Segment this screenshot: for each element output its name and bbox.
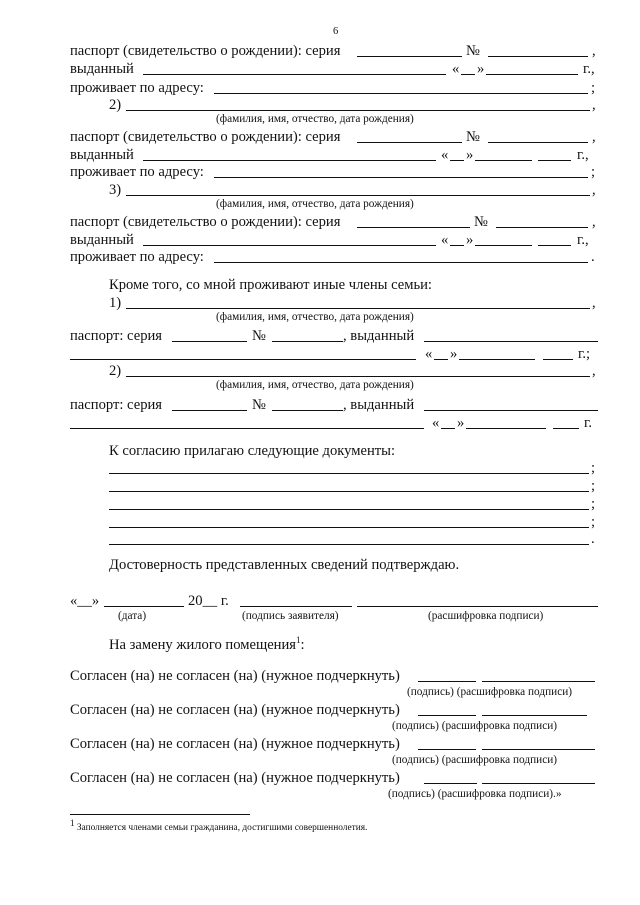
semicolon: ; <box>591 80 596 96</box>
issue-day-field[interactable] <box>434 345 448 360</box>
document-line[interactable] <box>109 513 589 528</box>
passport-number-field[interactable] <box>496 213 588 228</box>
issued-by-field[interactable] <box>143 146 436 161</box>
issued-label: выданный <box>70 147 134 163</box>
date-open-quote: « <box>452 61 460 77</box>
member-number: 3) <box>109 182 122 198</box>
replacement-heading <box>109 637 305 653</box>
issue-year-field[interactable] <box>538 231 571 246</box>
other-members-heading: Кроме того, со мной проживают иные члены семьи: <box>109 277 432 293</box>
consent-text: Согласен (на) не согласен (на) (нужное подчеркнуть) <box>70 770 400 786</box>
document-line[interactable] <box>109 530 589 545</box>
consent-signature-field[interactable] <box>418 735 476 750</box>
date-open-quote: « <box>441 232 449 248</box>
issue-month-field[interactable] <box>459 345 535 360</box>
member-fio-field[interactable] <box>126 96 590 111</box>
fio-hint: (фамилия, имя, отчество, дата рождения) <box>216 113 414 125</box>
member-fio-field[interactable] <box>126 362 590 377</box>
comma: , <box>592 295 596 311</box>
issued-by-field-cont[interactable] <box>70 414 424 429</box>
passport-series-label: паспорт (свидетельство о рождении): серия <box>70 129 341 145</box>
consent-text: Согласен (на) не согласен (на) (нужное подчеркнуть) <box>70 702 400 718</box>
applicant-signature-field[interactable] <box>240 592 352 607</box>
passport-series-short-label: паспорт: серия <box>70 328 163 344</box>
consent-signature-field[interactable] <box>424 769 477 784</box>
number-sign: № <box>252 328 266 344</box>
date-close-quote: » <box>450 346 458 362</box>
year-label: г., <box>583 61 595 77</box>
passport-series-label: паспорт (свидетельство о рождении): серия <box>70 43 341 59</box>
issue-year-field[interactable] <box>543 345 573 360</box>
date-open-quote: « <box>425 346 433 362</box>
comma: , <box>592 97 596 113</box>
page-number: 6 <box>333 26 339 37</box>
consent-hint: (подпись) (расшифровка подписи).» <box>388 788 562 800</box>
issue-month-field[interactable] <box>475 146 532 161</box>
passport-number-field[interactable] <box>488 128 588 143</box>
issue-month-field[interactable] <box>486 60 578 75</box>
passport-series-field[interactable] <box>357 128 462 143</box>
fio-hint: (фамилия, имя, отчество, дата рождения) <box>216 379 414 391</box>
signature-date-prefix: «__» <box>70 593 100 609</box>
issue-year-field[interactable] <box>538 146 571 161</box>
issued-label: выданный <box>70 61 134 77</box>
signature-date-field[interactable] <box>104 592 184 607</box>
confirmation-text: Достоверность представленных сведений подтверждаю. <box>109 557 460 573</box>
consent-hint: (подпись) (расшифровка подписи) <box>407 686 573 698</box>
issued-by-field-cont[interactable] <box>70 345 416 360</box>
issued-label: , выданный <box>343 328 415 344</box>
issued-by-field[interactable] <box>424 396 598 411</box>
address-label: проживает по адресу: <box>70 80 204 96</box>
issued-label: , выданный <box>343 397 415 413</box>
comma: , <box>592 214 596 230</box>
signature-decode-field[interactable] <box>357 592 598 607</box>
date-close-quote: » <box>477 61 485 77</box>
consent-hint: (подпись) (расшифровка подписи) <box>392 754 558 766</box>
semicolon: ; <box>591 164 596 180</box>
issued-by-field[interactable] <box>424 327 598 342</box>
issue-day-field[interactable] <box>450 231 464 246</box>
document-line[interactable] <box>109 459 589 474</box>
footnote-separator <box>70 814 250 815</box>
fio-hint: (фамилия, имя, отчество, дата рождения) <box>216 198 414 210</box>
date-open-quote: « <box>441 147 449 163</box>
date-open-quote: « <box>432 415 440 431</box>
issued-by-field[interactable] <box>143 231 436 246</box>
passport-number-field[interactable] <box>272 327 343 342</box>
number-sign: № <box>466 129 480 145</box>
year-label: г. <box>584 415 592 431</box>
semicolon: ; <box>591 478 596 494</box>
consent-decode-field[interactable] <box>482 701 587 716</box>
passport-number-field[interactable] <box>488 42 588 57</box>
year-label: г., <box>577 147 589 163</box>
issued-label: выданный <box>70 232 134 248</box>
consent-text: Согласен (на) не согласен (на) (нужное подчеркнуть) <box>70 736 400 752</box>
year-label: г., <box>577 232 589 248</box>
applicant-signature-hint: (подпись заявителя) <box>242 610 339 622</box>
period: . <box>591 531 595 547</box>
issue-month-field[interactable] <box>466 414 546 429</box>
replacement-heading-text: На замену жилого помещения <box>109 637 297 653</box>
consent-decode-field[interactable] <box>482 769 595 784</box>
number-sign: № <box>252 397 266 413</box>
period: . <box>591 249 595 265</box>
address-field[interactable] <box>214 79 588 94</box>
issue-day-field[interactable] <box>461 60 475 75</box>
consent-decode-field[interactable] <box>482 735 595 750</box>
issue-day-field[interactable] <box>450 146 464 161</box>
passport-series-label: паспорт (свидетельство о рождении): серия <box>70 214 341 230</box>
fio-hint: (фамилия, имя, отчество, дата рождения) <box>216 311 414 323</box>
consent-hint: (подпись) (расшифровка подписи) <box>392 720 558 732</box>
consent-signature-field[interactable] <box>418 701 476 716</box>
year-label: г.; <box>578 346 591 362</box>
issue-month-field[interactable] <box>475 231 532 246</box>
passport-series-short-label: паспорт: серия <box>70 397 163 413</box>
passport-series-field[interactable] <box>357 42 462 57</box>
semicolon: ; <box>591 514 596 530</box>
document-line[interactable] <box>109 495 589 510</box>
document-line[interactable] <box>109 477 589 492</box>
address-label: проживает по адресу: <box>70 164 204 180</box>
issue-year-field[interactable] <box>553 414 579 429</box>
member-number: 2) <box>109 97 122 113</box>
footnote <box>70 818 368 834</box>
passport-number-field[interactable] <box>272 396 343 411</box>
date-hint: (дата) <box>118 610 147 622</box>
address-field[interactable] <box>214 163 588 178</box>
consent-signature-field[interactable] <box>418 667 476 682</box>
documents-heading: К согласию прилагаю следующие документы: <box>109 443 396 459</box>
comma: , <box>592 363 596 379</box>
passport-series-field[interactable] <box>357 213 470 228</box>
consent-text: Согласен (на) не согласен (на) (нужное подчеркнуть) <box>70 668 400 684</box>
issued-by-field[interactable] <box>143 60 446 75</box>
address-label: проживает по адресу: <box>70 249 204 265</box>
signature-decode-hint: (расшифровка подписи) <box>428 610 544 622</box>
footnote-mark: 1 <box>70 818 75 828</box>
footnote-text: Заполняется членами семьи гражданина, достигшими совершеннолетия. <box>76 823 368 834</box>
signature-year-label: 20__ г. <box>188 593 229 609</box>
number-sign: № <box>474 214 488 230</box>
member-fio-field[interactable] <box>126 294 590 309</box>
date-close-quote: » <box>466 147 474 163</box>
semicolon: ; <box>591 496 596 512</box>
address-field[interactable] <box>214 248 588 263</box>
date-close-quote: » <box>466 232 474 248</box>
member-number: 2) <box>109 363 122 379</box>
passport-series-field[interactable] <box>172 396 247 411</box>
member-fio-field[interactable] <box>126 181 590 196</box>
date-close-quote: » <box>457 415 465 431</box>
comma: , <box>592 43 596 59</box>
issue-day-field[interactable] <box>441 414 455 429</box>
footnote-ref[interactable]: 1 <box>296 635 301 646</box>
consent-decode-field[interactable] <box>482 667 595 682</box>
passport-series-field[interactable] <box>172 327 247 342</box>
semicolon: ; <box>591 460 596 476</box>
comma: , <box>592 129 596 145</box>
number-sign: № <box>466 43 480 59</box>
member-number: 1) <box>109 295 122 311</box>
comma: , <box>592 182 596 198</box>
heading-colon: : <box>300 637 305 653</box>
